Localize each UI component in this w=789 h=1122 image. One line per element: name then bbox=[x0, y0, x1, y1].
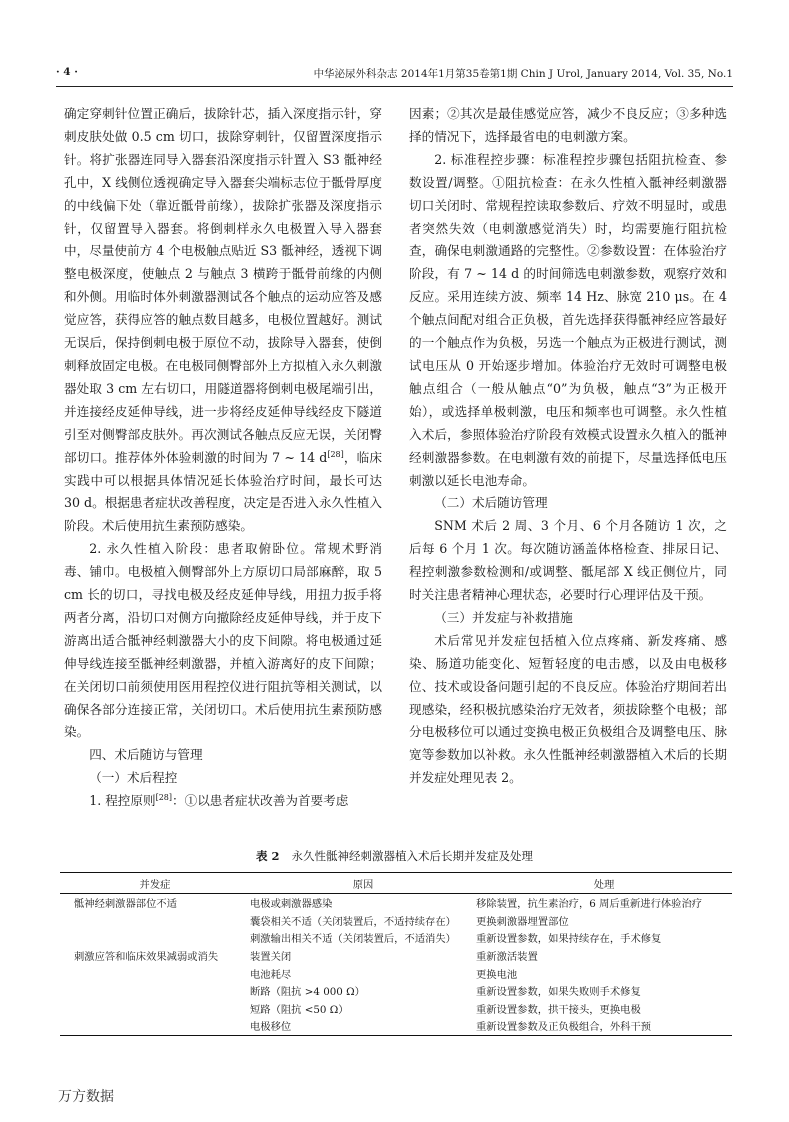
table-cell bbox=[60, 929, 250, 947]
column-header: 处理 bbox=[476, 873, 732, 894]
table-row bbox=[60, 947, 732, 965]
column-header: 原因 bbox=[250, 873, 476, 894]
table-cell: 装置关闭 bbox=[250, 951, 292, 964]
column-header: 并发症 bbox=[60, 873, 250, 894]
running-header bbox=[56, 66, 733, 82]
table-header-row bbox=[60, 873, 732, 894]
paragraph: SNM 术后 2 周、3 个月、6 个月各随访 1 次，之后每 6 个月 1 次。每次随访涵盖体格检查、排尿日记、程控刺激参数检测和/或调整、骶尾部 X 线正侧位片，同时关注患者精神心理状态，必要时行心理评估及干预。 bbox=[409, 518, 727, 603]
paragraph: 1. 程控原则[28]：①以患者症状改善为首要考虑 bbox=[89, 793, 349, 809]
table-cell: 电极移位 bbox=[250, 1017, 476, 1035]
table-cell: 刺激应答和临床效果减弱或消失 bbox=[74, 951, 219, 964]
table-cell: 重新设置参数，如果失败则手术修复 bbox=[476, 986, 641, 999]
subsection-heading: （二）术后随访管理 bbox=[434, 495, 548, 511]
table-cell: 电池耗尽 bbox=[250, 968, 292, 981]
paragraph: 术后常见并发症包括植入位点疼痛、新发疼痛、感染、肠道功能变化、短暂轻度的电击感，以及由电极移位、技术或设备问题引起的不良反应。体验治疗期间若出现感染，经积极抗感染治疗无效者，须拔除整个电极；部分电极移位可以通过变换电极正负极组合及调整电压、脉宽等参数加以补救。永久性骶神经刺激器植入术后的长期并发症处理见表 2。 bbox=[409, 632, 727, 786]
table-row bbox=[60, 929, 732, 947]
right-column bbox=[409, 103, 727, 790]
paragraph: 2. 永久性植入阶段：患者取俯卧位。常规术野消毒、铺巾。电极植入侧臀部外上方原切口局部麻醉，取 5 cm 长的切口，寻找电极及经皮延伸导线，用扭力扳手将两者分离，沿切口对侧方向撤除经皮延伸导线，并于皮下游离出适合骶神经刺激器大小的皮下间隙。将电极通过延伸导线连接至骶神经刺激器，并植入游离好的皮下间隙；在关闭切口前须使用医用程控仪进行阻抗等相关测试，以确保各部分连接正常，关闭切口。术后使用抗生素预防感染。 bbox=[64, 541, 382, 740]
citation[interactable]: [28] bbox=[155, 793, 173, 802]
complications-table bbox=[60, 872, 732, 1036]
left-column bbox=[64, 103, 382, 813]
table-cell: 更换刺激器埋置部位 bbox=[476, 915, 569, 928]
table-cell: 囊袋相关不适（关闭装置后，不适持续存在） bbox=[250, 915, 456, 928]
subsection-heading: （三）并发症与补救措施 bbox=[434, 609, 573, 625]
table-row bbox=[60, 912, 732, 930]
table-cell: 断路（阻抗 >4 000 Ω） bbox=[250, 986, 365, 999]
paragraph: 2. 标准程控步骤：标准程控步骤包括阻抗检查、参数设置/调整。①阻抗检查：在永久性植入骶神经刺激器切口关闭时、常规程控读取参数后、疗效不明显时，或患者突然失效（电刺激感觉消失）时，均需要施行阻抗检查，确保电刺激通路的完整性。②参数设置：在体验治疗阶段，有 7 ~ 14 d 的时间筛选电刺激参数，观察疗效和反应。采用连续方波、频率 14 Hz、脉宽 210 μs。在 4 个触点间配对组合正负极，首先选择获得骶神经应答最好的一个触点作为负极，另选一个触点为正极进行测试，测试电压从 0 开始逐步增加。体验治疗无效时可调整电极触点组合（一般从触点“0”为负极，触点“3”为正极开始），或选择单极刺激，电压和频率也可调整。永久性植入术后，参照体验治疗阶段有效模式设置永久植入的骶神经刺激器参数。在电刺激有效的前提下，尽量选择低电压刺激以延长电池寿命。 bbox=[409, 151, 727, 488]
table-cell bbox=[60, 964, 250, 982]
watermark-footer: 万方数据 bbox=[58, 1089, 114, 1105]
table-row bbox=[60, 982, 732, 1000]
citation[interactable]: [28] bbox=[327, 449, 344, 459]
table-cell: 重新设置参数，拱干接头，更换电极 bbox=[476, 1003, 641, 1016]
table-cell bbox=[60, 1017, 250, 1035]
table-caption bbox=[56, 848, 733, 864]
table-cell bbox=[60, 1000, 250, 1018]
paragraph: 确定穿刺针位置正确后，拔除针芯，插入深度指示针，穿刺皮肤处做 0.5 cm 切口，拔除穿刺针，仅留置深度指示针。将扩张器连同导入器套沿深度指示针置入 S3 骶神经孔中，X 线侧位透视确定导入器套尖端标志位于骶骨厚度的中线偏下处（靠近骶骨前缘），拔除扩张器及深度指示针，仅留置导入器套。将倒刺样永久电极置入导入器套中，尽量使前方 4 个电极触点贴近 S3 骶神经，透视下调整电极深度，使触点 2 与触点 3 横跨于骶骨前缘的内侧和外侧。用临时体外刺激器测试各个触点的运动应答及感觉应答，获得应答的触点数目越多，电极位置越好。测试无误后，保持倒刺电极于原位不动，拔除导入器套，使倒刺释放固定电极。在电极同侧臀部外上方拟植入永久刺激器处取 3 cm 左右切口，用隧道器将倒刺电极尾端引出，并连接经皮延伸导线，进一步将经皮延伸导线经皮下隧道引至对侧臀部皮肤外。再次测试各触点反应无误，关闭臀部切口。推荐体外体验刺激的时间为 7 ~ 14 d[28]，临床实践中可以根据具体情况延长体验治疗时间，最长可达 30 d。根据患者症状改善程度，决定是否进入永久性植入阶段。术后使用抗生素预防感染。 bbox=[64, 106, 383, 534]
table-cell: 更换电池 bbox=[476, 968, 518, 981]
paragraph: 因素；②其次是最佳感觉应答，减少不良反应；③多种选择的情况下，选择最省电的电刺激方案。 bbox=[409, 106, 727, 144]
table-row bbox=[60, 964, 732, 982]
journal-citation: 中华泌尿外科杂志 2014年1月第35卷第1期 Chin J Urol, January 2014, Vol. 35, No.1 bbox=[313, 68, 733, 80]
table-cell: 电极或刺激器感染 bbox=[250, 898, 333, 911]
table-cell: 重新设置参数，如果持续存在，手术修复 bbox=[476, 933, 662, 946]
table-title: 永久性骶神经刺激器植入术后长期并发症及处理 bbox=[291, 849, 533, 863]
table-cell: 移除装置，抗生素治疗，6 周后重新进行体验治疗 bbox=[476, 898, 703, 911]
table-cell: 短路（阻抗 <50 Ω） bbox=[250, 1003, 349, 1016]
header-rule bbox=[56, 86, 733, 87]
table-row bbox=[60, 1000, 732, 1018]
page-number: · 4 · bbox=[56, 66, 78, 78]
table-cell bbox=[60, 982, 250, 1000]
subsection-heading: （一）术后程控 bbox=[89, 770, 178, 786]
table-cell: 重新设置参数及正负极组合，外科干预 bbox=[476, 1017, 732, 1035]
table-cell: 骶神经刺激器部位不适 bbox=[74, 898, 177, 911]
table-row bbox=[60, 894, 732, 912]
table-label: 表 2 bbox=[255, 849, 280, 863]
table-cell: 刺激输出相关不适（关闭装置后，不适消失） bbox=[250, 933, 456, 946]
table-row bbox=[60, 1017, 732, 1035]
table-cell: 重新激活装置 bbox=[476, 951, 538, 964]
table-cell bbox=[60, 912, 250, 930]
section-heading: 四、术后随访与管理 bbox=[89, 747, 203, 763]
